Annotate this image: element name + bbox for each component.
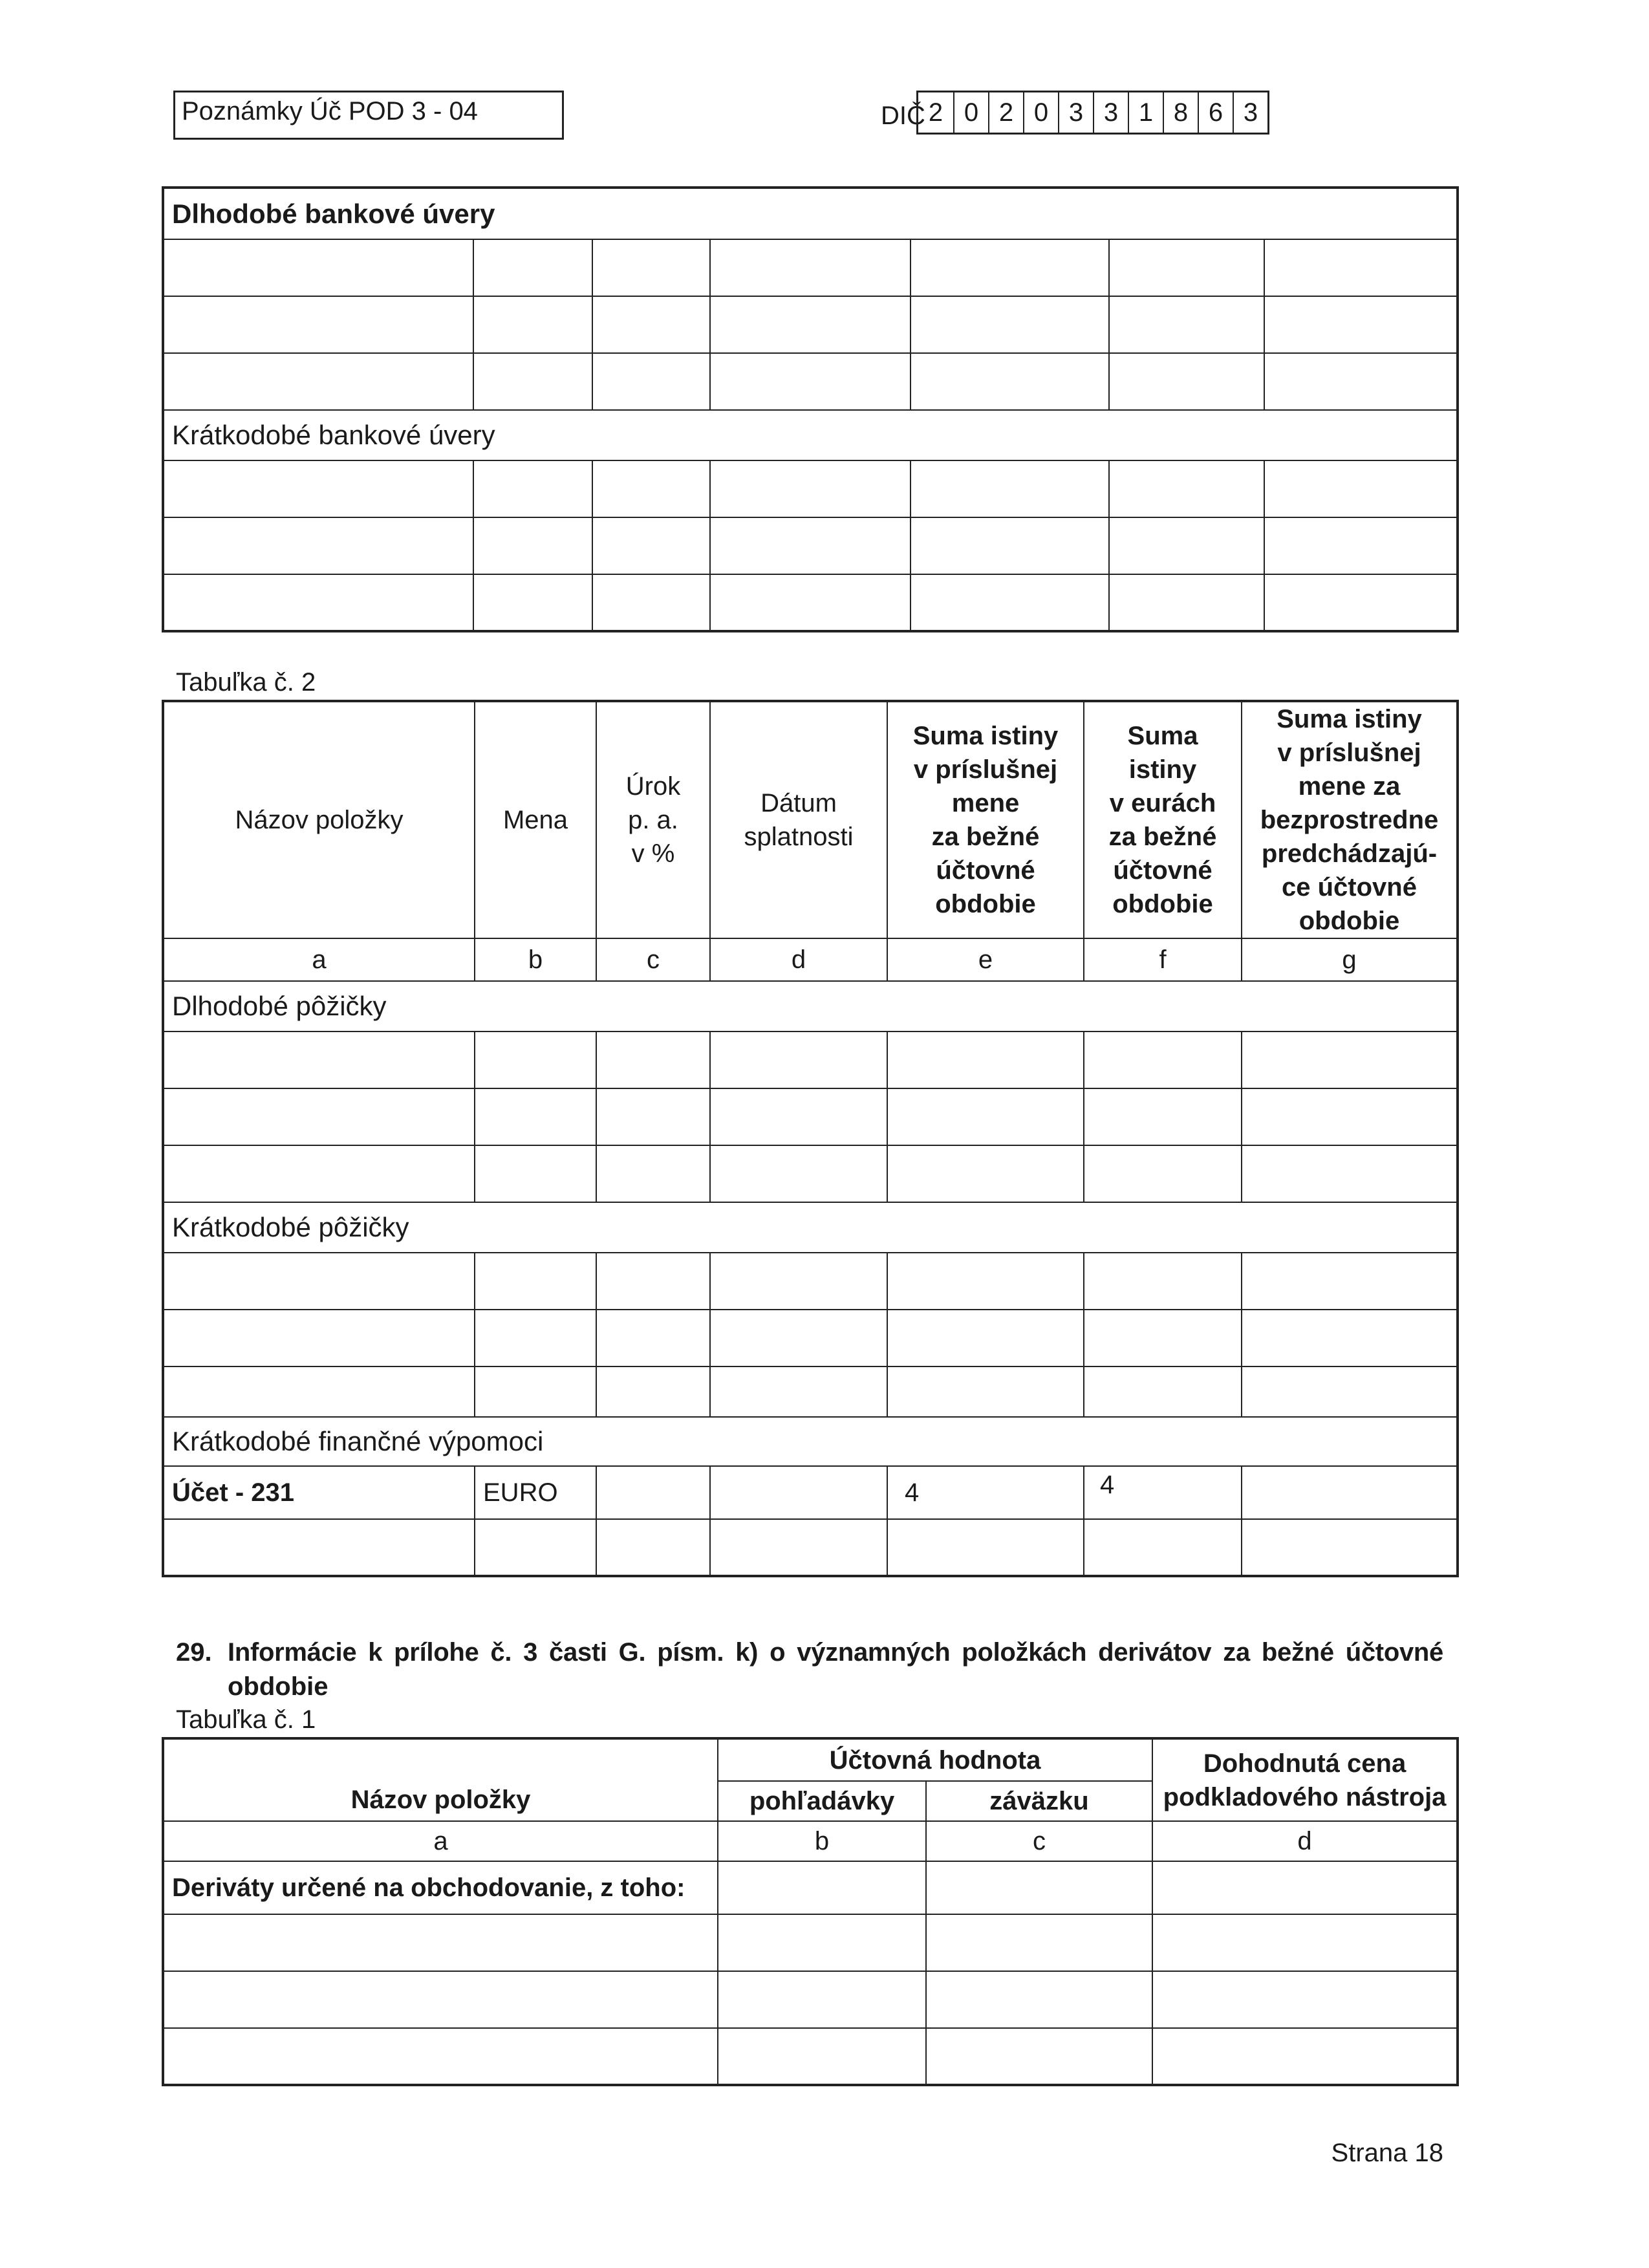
cell-name[interactable]	[163, 1310, 475, 1366]
cell[interactable]	[887, 1253, 1084, 1310]
dic-digit: 3	[1058, 92, 1093, 133]
cell-name[interactable]	[163, 1253, 475, 1310]
section29-text-line2: obdobie	[228, 1672, 329, 1701]
section-short-loans: Krátkodobé pôžičky	[163, 1202, 1458, 1253]
cell[interactable]	[710, 296, 911, 353]
dic-digit: 2	[928, 98, 943, 127]
cell[interactable]	[473, 574, 592, 631]
aid-row-interest[interactable]	[596, 1466, 710, 1519]
cell-name[interactable]	[163, 1914, 718, 1971]
col-header-due-date: Dátum splatnosti	[710, 701, 887, 938]
aid-row-currency[interactable]: EURO	[475, 1466, 596, 1519]
cell[interactable]	[596, 1366, 710, 1417]
cell-name[interactable]	[163, 1145, 475, 1202]
table-row	[163, 574, 1458, 631]
col-letter: g	[1242, 938, 1458, 981]
cell[interactable]	[473, 353, 592, 410]
t1-header-receivables: pohľadávky	[718, 1781, 926, 1821]
section-financial-aid: Krátkodobé finančné výpomoci	[163, 1417, 1458, 1466]
dic-digit: 0	[1023, 92, 1058, 133]
aid-row-name[interactable]: Účet - 231	[163, 1466, 475, 1519]
cell-name[interactable]	[163, 1088, 475, 1145]
t1-header-name: Názov položky	[163, 1738, 718, 1821]
cell[interactable]	[473, 296, 592, 353]
col-letter: c	[596, 938, 710, 981]
table-row	[163, 296, 1458, 353]
loans-table	[162, 700, 1459, 1577]
cell[interactable]	[710, 1310, 887, 1366]
col-header-amount-prev: Suma istiny v príslušnej mene za bezprostredne predchádzajú- ce účtovné obdobie	[1242, 701, 1458, 938]
col-header-interest: Úrok p. a. v %	[596, 701, 710, 938]
cell[interactable]	[1242, 1366, 1458, 1417]
cell[interactable]	[1152, 1914, 1458, 1971]
cell[interactable]	[1084, 1253, 1242, 1310]
cell[interactable]	[710, 1366, 887, 1417]
table-row	[163, 1088, 1458, 1145]
dic-label: DIČ	[881, 102, 925, 130]
cell[interactable]	[911, 296, 1109, 353]
cell[interactable]	[1264, 353, 1458, 410]
cell[interactable]	[718, 1914, 926, 1971]
cell[interactable]	[1264, 517, 1458, 574]
cell[interactable]	[475, 1031, 596, 1088]
cell[interactable]	[596, 1031, 710, 1088]
cell[interactable]	[926, 1971, 1152, 2028]
cell[interactable]	[887, 1310, 1084, 1366]
cell-name[interactable]	[163, 460, 473, 517]
cell[interactable]	[926, 1861, 1152, 1914]
cell[interactable]	[1109, 517, 1264, 574]
dic-digit: 2	[988, 92, 1023, 133]
col-header-amount-currency: Suma istiny v príslušnej mene za bežné účtovné obdobie	[887, 701, 1084, 938]
cell[interactable]	[1109, 574, 1264, 631]
cell[interactable]	[1242, 1253, 1458, 1310]
cell[interactable]	[475, 1366, 596, 1417]
cell[interactable]	[592, 574, 710, 631]
aid-row-amount-eur[interactable]: 4	[1084, 1466, 1242, 1519]
cell[interactable]	[926, 1914, 1152, 1971]
form-label-box	[173, 91, 564, 140]
table-row	[163, 353, 1458, 410]
cell[interactable]	[710, 1519, 887, 1576]
cell[interactable]	[1264, 239, 1458, 296]
cell[interactable]	[710, 1253, 887, 1310]
section-short-bank-loans: Krátkodobé bankové úvery	[163, 410, 1458, 460]
cell[interactable]	[710, 517, 911, 574]
col-letter: a	[163, 938, 475, 981]
dic-digit: 6	[1198, 92, 1233, 133]
cell[interactable]	[475, 1310, 596, 1366]
cell[interactable]	[596, 1310, 710, 1366]
section-long-bank-loans: Dlhodobé bankové úvery	[163, 188, 1458, 239]
table1-caption: Tabuľka č. 1	[176, 1705, 316, 1734]
cell[interactable]	[592, 239, 710, 296]
cell[interactable]	[592, 460, 710, 517]
page-number: Strana 18	[1331, 2139, 1443, 2167]
cell[interactable]	[1152, 2028, 1458, 2085]
table-row	[163, 1310, 1458, 1366]
cell[interactable]	[718, 1861, 926, 1914]
cell[interactable]	[596, 1253, 710, 1310]
cell-name[interactable]	[163, 517, 473, 574]
table-row	[163, 517, 1458, 574]
cell-name[interactable]	[163, 296, 473, 353]
table-row	[163, 1971, 1458, 2028]
cell[interactable]	[1109, 460, 1264, 517]
cell[interactable]	[911, 517, 1109, 574]
cell[interactable]	[1242, 1031, 1458, 1088]
t1-row-derivatives: Deriváty určené na obchodovanie, z toho:	[163, 1861, 718, 1914]
table-row	[163, 1519, 1458, 1576]
form-label: Poznámky Úč POD 3 - 04	[182, 97, 478, 125]
cell[interactable]	[1084, 1366, 1242, 1417]
cell[interactable]	[1152, 1971, 1458, 2028]
aid-row-due-date[interactable]	[710, 1466, 887, 1519]
table-row	[163, 1031, 1458, 1088]
section29-text-line1: Informácie k prílohe č. 3 časti G. písm. k) o významných položkách derivátov za bežné účtovné	[228, 1638, 1443, 1667]
table-row	[163, 1145, 1458, 1202]
cell[interactable]	[475, 1145, 596, 1202]
cell[interactable]	[1084, 1145, 1242, 1202]
cell[interactable]	[1084, 1088, 1242, 1145]
cell[interactable]	[473, 460, 592, 517]
cell[interactable]	[710, 353, 911, 410]
cell[interactable]	[475, 1519, 596, 1576]
col-header-name: Názov položky	[163, 701, 475, 938]
table-row	[163, 460, 1458, 517]
col-letter: d	[1152, 1821, 1458, 1861]
cell-name[interactable]	[163, 1366, 475, 1417]
cell[interactable]	[1109, 296, 1264, 353]
dic-digit: 3	[1233, 92, 1267, 133]
cell[interactable]	[911, 353, 1109, 410]
table-row	[163, 2028, 1458, 2085]
table-row	[163, 1366, 1458, 1417]
cell[interactable]	[473, 517, 592, 574]
col-letter: d	[710, 938, 887, 981]
cell[interactable]	[592, 296, 710, 353]
dic-digit: 1	[1128, 92, 1163, 133]
derivatives-table	[162, 1737, 1459, 2086]
table-row	[163, 1914, 1458, 1971]
cell[interactable]	[1109, 353, 1264, 410]
cell[interactable]	[475, 1088, 596, 1145]
cell-name[interactable]	[163, 353, 473, 410]
cell[interactable]	[1152, 1861, 1458, 1914]
col-letter: c	[926, 1821, 1152, 1861]
col-letter: f	[1084, 938, 1242, 981]
cell[interactable]	[887, 1366, 1084, 1417]
cell[interactable]	[1084, 1031, 1242, 1088]
cell[interactable]	[596, 1145, 710, 1202]
col-letter: b	[475, 938, 596, 981]
cell[interactable]	[1264, 574, 1458, 631]
cell-name[interactable]	[163, 1971, 718, 2028]
cell[interactable]	[911, 574, 1109, 631]
cell-name[interactable]	[163, 1519, 475, 1576]
cell-name[interactable]	[163, 1031, 475, 1088]
table2-caption: Tabuľka č. 2	[176, 668, 316, 697]
aid-row-amount-currency[interactable]: 4	[887, 1466, 1084, 1519]
cell[interactable]	[1242, 1519, 1458, 1576]
cell[interactable]	[710, 239, 911, 296]
cell[interactable]	[1084, 1310, 1242, 1366]
col-header-currency: Mena	[475, 701, 596, 938]
col-letter: e	[887, 938, 1084, 981]
dic-digits	[916, 91, 1269, 135]
cell[interactable]	[1242, 1310, 1458, 1366]
cell[interactable]	[887, 1145, 1084, 1202]
cell-name[interactable]	[163, 239, 473, 296]
cell[interactable]	[926, 2028, 1152, 2085]
cell[interactable]	[1264, 296, 1458, 353]
cell-name[interactable]	[163, 2028, 718, 2085]
cell[interactable]	[475, 1253, 596, 1310]
aid-row-amount-prev[interactable]	[1242, 1466, 1458, 1519]
cell[interactable]	[1264, 460, 1458, 517]
col-letter: a	[163, 1821, 718, 1861]
table-row	[163, 239, 1458, 296]
cell-name[interactable]	[163, 574, 473, 631]
t1-header-price: Dohodnutá cena podkladového nástroja	[1152, 1738, 1458, 1821]
cell[interactable]	[592, 353, 710, 410]
col-header-amount-eur: Suma istiny v eurách za bežné účtovné obdobie	[1084, 701, 1242, 938]
col-letter: b	[718, 1821, 926, 1861]
cell[interactable]	[710, 1088, 887, 1145]
dic-digit: 8	[1163, 92, 1198, 133]
cell[interactable]	[596, 1088, 710, 1145]
cell[interactable]	[1242, 1145, 1458, 1202]
cell[interactable]	[1084, 1519, 1242, 1576]
bank-loans-table	[162, 186, 1459, 632]
cell[interactable]	[887, 1088, 1084, 1145]
t1-header-group: Účtovná hodnota	[718, 1738, 1152, 1781]
cell[interactable]	[887, 1031, 1084, 1088]
cell[interactable]	[710, 460, 911, 517]
cell[interactable]	[1109, 239, 1264, 296]
table-row	[163, 1861, 1458, 1914]
dic-digit: 3	[1093, 92, 1128, 133]
dic-digit: 0	[953, 92, 988, 133]
cell[interactable]	[911, 460, 1109, 517]
section-long-loans: Dlhodobé pôžičky	[163, 981, 1458, 1031]
cell[interactable]	[911, 239, 1109, 296]
table-row	[163, 1253, 1458, 1310]
cell[interactable]	[592, 517, 710, 574]
cell[interactable]	[710, 1145, 887, 1202]
cell[interactable]	[473, 239, 592, 296]
cell[interactable]	[710, 574, 911, 631]
cell[interactable]	[596, 1519, 710, 1576]
section29-number: 29.	[176, 1638, 212, 1667]
cell[interactable]	[718, 1971, 926, 2028]
cell[interactable]	[710, 1031, 887, 1088]
cell[interactable]	[718, 2028, 926, 2085]
cell[interactable]	[887, 1519, 1084, 1576]
cell[interactable]	[1242, 1088, 1458, 1145]
table-row	[163, 1466, 1458, 1519]
t1-header-liabilities: záväzku	[926, 1781, 1152, 1821]
